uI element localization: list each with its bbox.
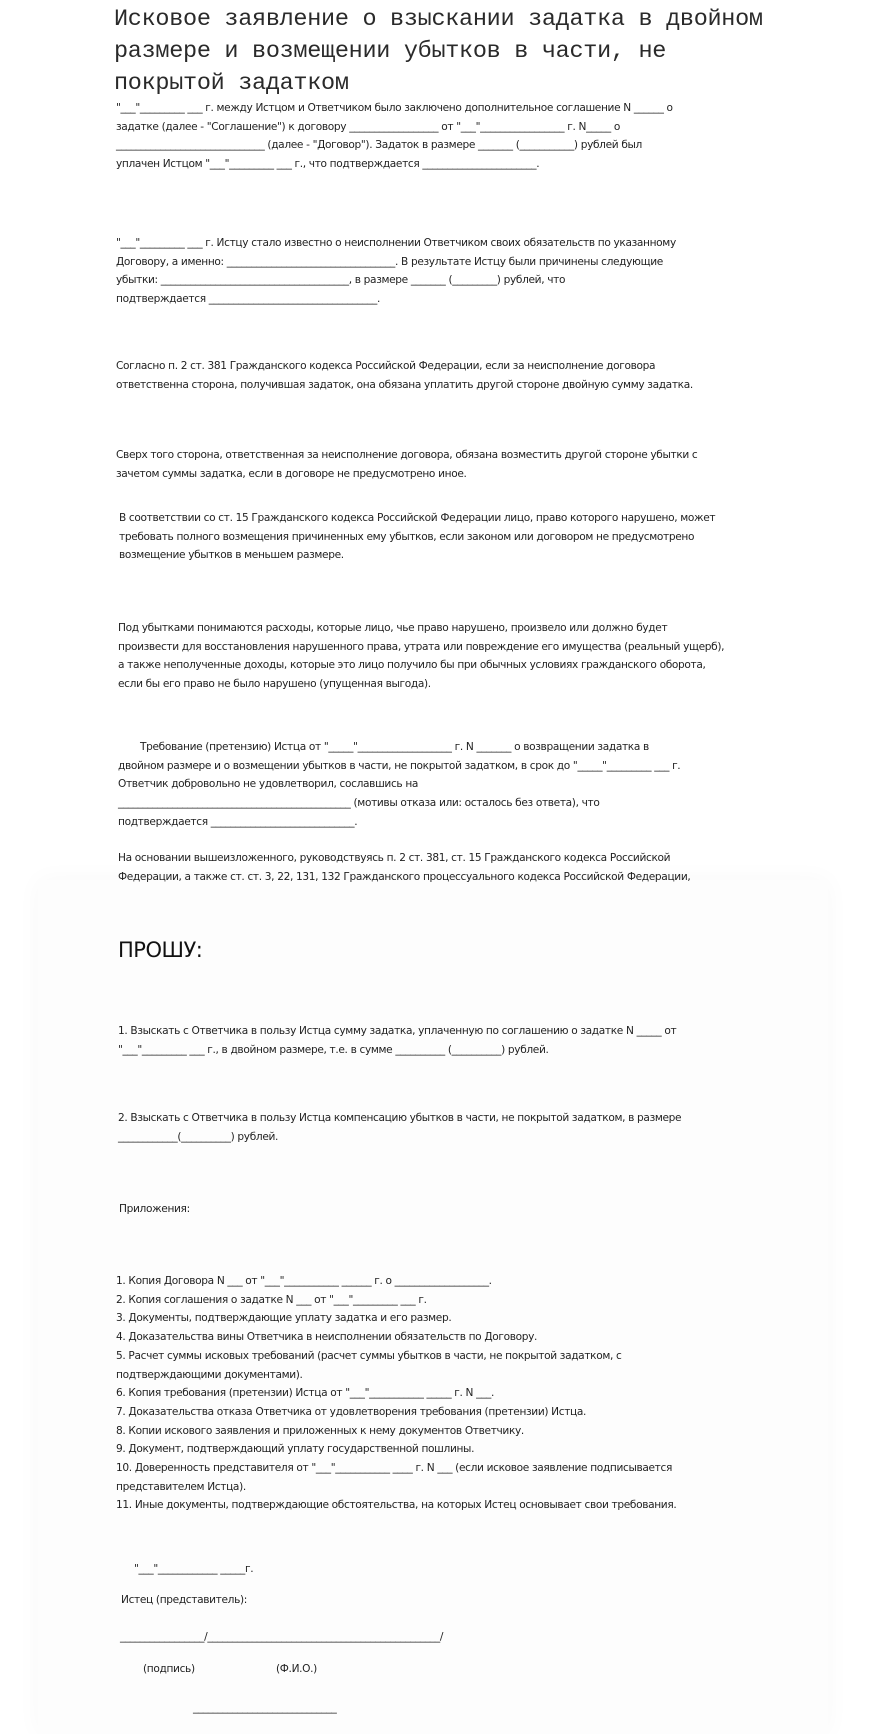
- text-line: Требование (претензию) Истца от "_____"___________________ г. N _______ о возвращении задатка в: [140, 741, 649, 753]
- text-line: ответственна сторона, получившая задаток, она обязана уплатить другой стороне двойную сумму задатка.: [116, 378, 693, 391]
- text-line: 1. Взыскать с Ответчика в пользу Истца сумму задатка, уплаченную по соглашению о задатке N _____ от: [118, 1025, 677, 1037]
- text-line: _______________________________________________ (мотивы отказа или: осталось без ответа), что: [118, 797, 600, 810]
- text-line: задатке (далее - "Соглашение") к договору __________________ от "___"_________________ г. N_____ о: [116, 120, 620, 133]
- text-line: Под убытками понимаются расходы, которые лицо, чье право нарушено, произвело или должно будет: [118, 622, 668, 634]
- paragraph-article-381: [116, 357, 756, 394]
- text-line: ______________________________ (далее - "Договор"). Задаток в размере _______ (___________) рублей был: [116, 139, 642, 152]
- text-line: Федерации, а также ст. ст. 3, 22, 131, 132 Гражданского процессуального кодекса Российской Федерации,: [118, 870, 691, 883]
- paragraph-article-15: [119, 509, 759, 565]
- text-line: зачетом суммы задатка, если в договоре не предусмотрено иное.: [116, 467, 467, 480]
- text-line: Сверх того сторона, ответственная за неисполнение договора, обязана возместить другой стороне убытки с: [116, 449, 698, 461]
- text-line: На основании вышеизложенного, руководствуясь п. 2 ст. 381, ст. 15 Гражданского кодекса Российской: [118, 852, 671, 864]
- text-line: "___"_________ ___ г. между Истцом и Ответчиком было заключено дополнительное соглашение N ______ о: [116, 102, 673, 114]
- text-line: уплачен Истцом "___"_________ ___ г., что подтверждается _______________________.: [116, 158, 540, 171]
- signature-line: _________________/_______________________________________________/: [120, 1631, 444, 1643]
- attachment-item: 6. Копия требования (претензии) Истца от "___"___________ _____ г. N ___.: [116, 1387, 494, 1400]
- text-line: Договору, а именно: __________________________________. В результате Истцу были причинены следующие: [116, 255, 663, 268]
- signature-caption: (подпись): [143, 1663, 195, 1675]
- title-line: размере и возмещении убытков в части, не: [114, 38, 667, 65]
- plaintiff-label: Истец (представитель):: [121, 1594, 247, 1606]
- text-line: возмещение убытков в меньшем размере.: [119, 549, 344, 562]
- paragraph-losses-definition: [118, 619, 758, 694]
- text-line: 2. Взыскать с Ответчика в пользу Истца компенсацию убытков в части, не покрытой задатком, в размере: [118, 1112, 682, 1124]
- attachment-item: 2. Копия соглашения о задатке N ___ от "___"_________ ___ г.: [116, 1293, 427, 1306]
- paragraph-claim-demand: [118, 738, 758, 832]
- attachments-heading-text: Приложения:: [119, 1203, 190, 1215]
- text-line: В соответствии со ст. 15 Гражданского кодекса Российской Федерации лицо, право которого нарушено, может: [119, 512, 716, 524]
- attachment-item: 7. Доказательства отказа Ответчика от удовлетворения требования (претензии) Истца.: [116, 1405, 587, 1418]
- attachment-item: 9. Документ, подтверждающий уплату государственной пошлины.: [116, 1443, 475, 1456]
- text-line: "___"_________ ___ г., в двойном размере, т.е. в сумме __________ (__________) рублей.: [118, 1043, 549, 1056]
- attachments-list: [116, 1272, 776, 1515]
- attachment-item: представителем Истца).: [116, 1480, 246, 1493]
- text-line: убытки: ______________________________________, в размере _______ (_________) рублей, что: [116, 274, 566, 287]
- paragraph-breach: [116, 234, 756, 309]
- attachment-item: 1. Копия Договора N ___ от "___"___________ ______ г. о ___________________.: [116, 1275, 492, 1287]
- request-item-2: [118, 1109, 758, 1146]
- request-item-1: [118, 1022, 758, 1059]
- text-line: требовать полного возмещения причиненных ему убытков, если законом или договором не предусмотрено: [119, 530, 695, 543]
- attachments-heading: [119, 1200, 759, 1219]
- title-line: Исковое заявление о взыскании задатка в двойном: [114, 6, 763, 33]
- attachment-item: 10. Доверенность представителя от "___"___________ ____ г. N ___ (если исковое заявление подписывается: [116, 1462, 672, 1475]
- document-title: [114, 4, 794, 100]
- text-line: Согласно п. 2 ст. 381 Гражданского кодекса Российской Федерации, если за неисполнение договора: [116, 360, 656, 372]
- text-line: если бы его право не было нарушено (упущенная выгода).: [118, 678, 431, 691]
- request-heading: ПРОШУ:: [118, 938, 203, 962]
- text-line: Ответчик добровольно не удовлетворил, сославшись на: [118, 778, 419, 791]
- text-line: ____________(__________) рублей.: [118, 1130, 279, 1143]
- text-line: подтверждается _____________________________.: [118, 815, 358, 828]
- attachment-item: 11. Иные документы, подтверждающие обстоятельства, на которых Истец основывает свои требования.: [116, 1499, 677, 1512]
- attachment-item: 3. Документы, подтверждающие уплату задатка и его размер.: [116, 1312, 452, 1325]
- paragraph-agreement: [116, 99, 756, 174]
- bottom-blank-line: _____________________________: [193, 1702, 337, 1714]
- name-caption: (Ф.И.О.): [276, 1663, 317, 1675]
- text-line: подтверждается __________________________________.: [116, 293, 380, 306]
- text-line: двойном размере и о возмещении убытков в части, не покрытой задатком, в срок до "_____"_________ ___ г.: [118, 759, 681, 772]
- paragraph-damages-offset: [116, 446, 756, 483]
- signature-date-line: "___"____________ _____г.: [134, 1563, 254, 1575]
- text-line: а также неполученные доходы, которые это лицо получило бы при обычных условиях гражданского оборота,: [118, 659, 706, 672]
- title-line: покрытой задатком: [114, 70, 349, 97]
- text-line: произвести для восстановления нарушенного права, утрата или повреждение его имущества (реальный ущерб),: [118, 640, 725, 653]
- text-line: "___"_________ ___ г. Истцу стало известно о неисполнении Ответчиком своих обязательств по указанному: [116, 237, 676, 249]
- attachment-item: 4. Доказательства вины Ответчика в неисполнении обязательств по Договору.: [116, 1331, 538, 1344]
- attachment-item: 8. Копии искового заявления и приложенных к нему документов Ответчику.: [116, 1424, 524, 1437]
- attachment-item: подтверждающими документами).: [116, 1368, 303, 1381]
- attachment-item: 5. Расчет суммы исковых требований (расчет суммы убытков в части, не покрытой задатком, с: [116, 1349, 622, 1362]
- paragraph-legal-basis: [118, 849, 758, 886]
